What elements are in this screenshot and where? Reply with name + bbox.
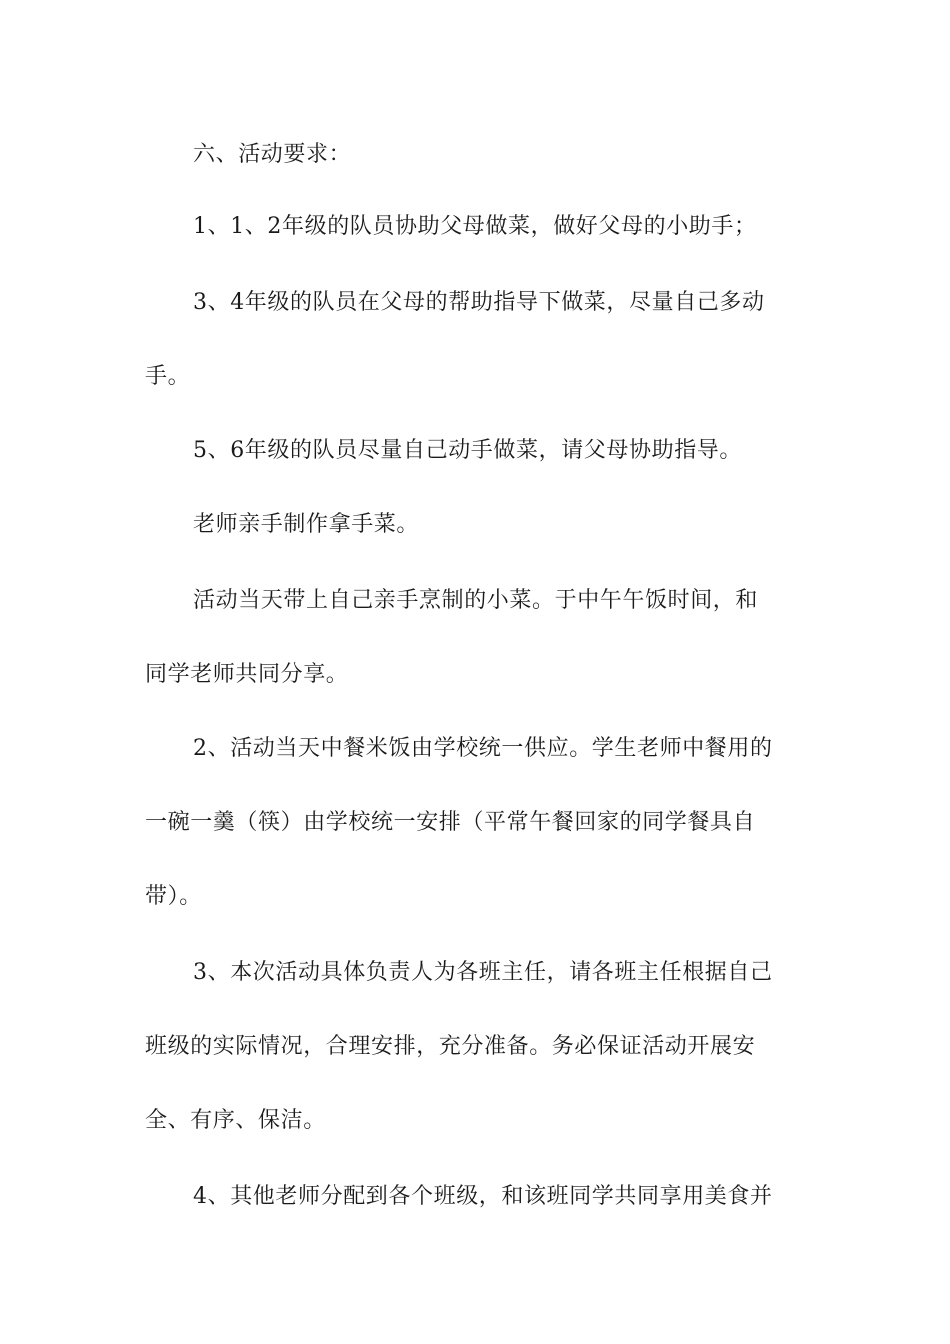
paragraph-line: 1、1、2年级的队员协助父母做菜，做好父母的小助手； [193, 214, 757, 239]
paragraph-line: 4、其他老师分配到各个班级，和该班同学共同享用美食并 [193, 1184, 773, 1209]
section-heading: 六、活动要求： [193, 142, 352, 167]
paragraph-line: 班级的实际情况，合理安排，充分准备。务必保证活动开展安 [145, 1034, 756, 1059]
paragraph-line: 3、4年级的队员在父母的帮助指导下做菜，尽量自己多动 [193, 290, 765, 315]
paragraph-line: 3、本次活动具体负责人为各班主任，请各班主任根据自己 [193, 960, 773, 985]
paragraph-line: 5、6年级的队员尽量自己动手做菜，请父母协助指导。 [193, 438, 742, 463]
paragraph-line: 老师亲手制作拿手菜。 [193, 512, 420, 537]
paragraph-line: 带）。 [145, 884, 202, 909]
paragraph-line: 一碗一羹（筷）由学校统一安排（平常午餐回家的同学餐具自 [145, 810, 756, 835]
paragraph-line: 手。 [145, 364, 191, 389]
paragraph-line: 同学老师共同分享。 [145, 662, 349, 687]
paragraph-line: 活动当天带上自己亲手烹制的小菜。于中午午饭时间，和 [193, 588, 759, 613]
paragraph-line: 全、有序、保洁。 [145, 1108, 326, 1133]
paragraph-line: 2、活动当天中餐米饭由学校统一供应。学生老师中餐用的 [193, 736, 773, 761]
